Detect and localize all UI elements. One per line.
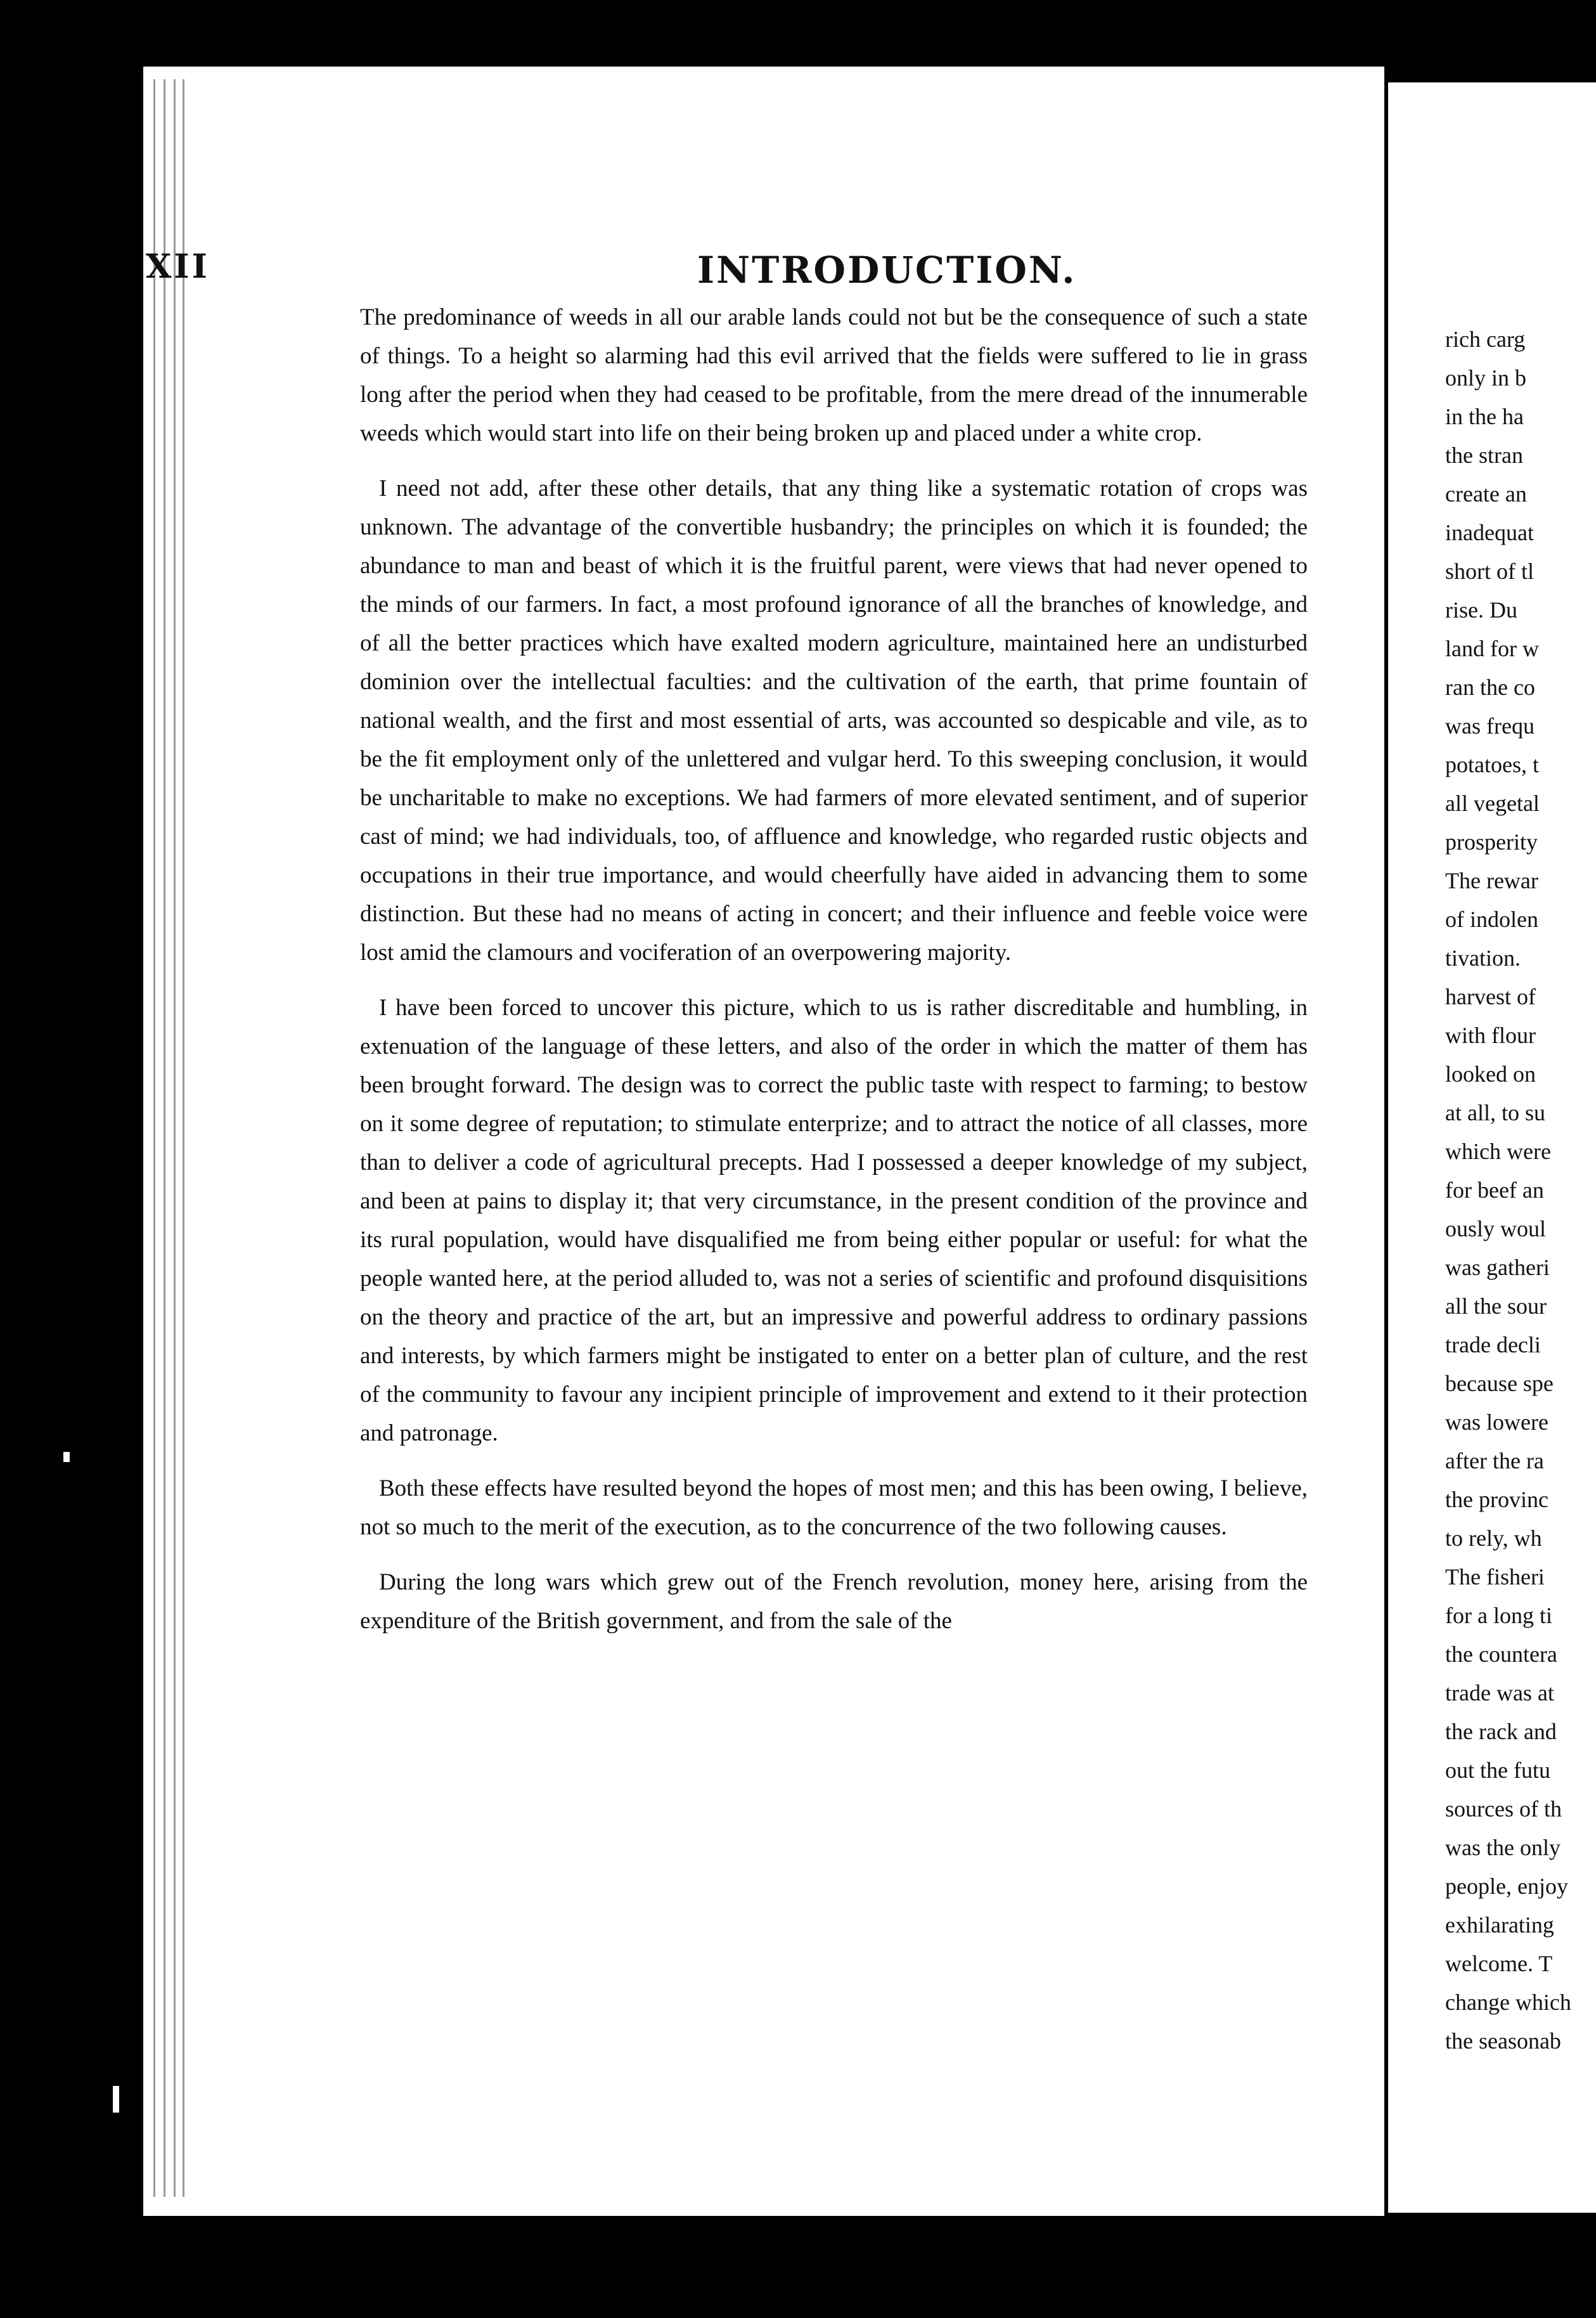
text-line-fragment: for beef an — [1445, 1177, 1544, 1203]
text-line-fragment: after the ra — [1445, 1448, 1544, 1473]
text-line-fragment: was frequ — [1445, 713, 1535, 739]
running-head: INTRODUCTION. — [697, 249, 1077, 292]
text-line-fragment: rich carg — [1445, 327, 1526, 352]
text-line-fragment: sources of th — [1445, 1796, 1562, 1822]
text-line-fragment: exhilarating — [1445, 1912, 1554, 1938]
text-line-fragment: at all, to su — [1445, 1100, 1545, 1125]
text-line-fragment: rise. Du — [1445, 597, 1517, 623]
text-line-fragment: short of tl — [1445, 559, 1534, 584]
text-line-fragment: the stran — [1445, 443, 1523, 468]
text-line-fragment: land for w — [1445, 636, 1539, 661]
paragraph: During the long wars which grew out of the French revolution, money here, arising from the expenditure of the British government, and from the sale of the — [360, 1569, 1308, 1634]
paragraph: The predominance of weeds in all our arable lands could not but be the consequence of such a state of things. To a height so alarming had this evil arrived that the fields were suffered to lie in grass long after the period when they had ceased to be profitable, from the mere dread of the innumerable weeds which would start into life on their being broken up and placed under a white crop. — [360, 304, 1308, 446]
text-line-fragment: of indolen — [1445, 907, 1538, 932]
scan-speck — [63, 1452, 70, 1462]
text-line-fragment: create an — [1445, 481, 1527, 507]
text-line-fragment: ously woul — [1445, 1216, 1547, 1241]
text-line-fragment: the provinc — [1445, 1487, 1548, 1512]
page-number: XII — [146, 247, 210, 286]
text-line-fragment: the rack and — [1445, 1719, 1557, 1744]
text-line-fragment: only in b — [1445, 365, 1527, 391]
text-line-fragment: harvest of — [1445, 984, 1536, 1009]
text-line-fragment: ran the co — [1445, 675, 1535, 700]
text-line-fragment: The fisheri — [1445, 1564, 1545, 1590]
right-page-text — [1445, 320, 1596, 2061]
paragraph: I have been forced to uncover this picture, which to us is rather discreditable and humbling, in extenuation of the language of these letters, and also of the order in which the matter of them has been brought forward. The design was to correct the public taste with respect to farming; to bestow on it some degree of reputation; to stimulate enterprize; and to attract the notice of all classes, more than to deliver a code of agricultural precepts. Had I possessed a deeper knowledge of my subject, and been at pains to display it; that very circumstance, in the present condition of the province and its rural population, would have disqualified me from being either popular or useful: for what the people wanted here, at the period alluded to, was not a series of scientific and profound disquisitions on the theory and practice of the art, but an impressive and powerful address to ordinary passions and interests, by which farmers might be instigated to enter on a better plan of culture, and the rest of the community to favour any incipient principle of improvement and extend to it their protection and patronage. — [360, 995, 1308, 1446]
page-edge-line — [153, 79, 155, 2197]
body-text — [360, 298, 1308, 1657]
text-line-fragment: out the futu — [1445, 1758, 1550, 1783]
text-line-fragment: trade was at — [1445, 1680, 1554, 1706]
text-line-fragment: which were — [1445, 1139, 1551, 1164]
scan-mark — [113, 2086, 119, 2113]
text-line-fragment: the countera — [1445, 1641, 1557, 1667]
text-line-fragment: prosperity — [1445, 829, 1538, 855]
text-line-fragment: potatoes, t — [1445, 752, 1539, 777]
text-line-fragment: welcome. T — [1445, 1951, 1553, 1976]
page-edge-line — [164, 79, 165, 2197]
text-line-fragment: was the only — [1445, 1835, 1561, 1860]
text-line-fragment: for a long ti — [1445, 1603, 1552, 1628]
text-line-fragment: the seasonab — [1445, 2028, 1561, 2054]
text-line-fragment: looked on — [1445, 1061, 1536, 1087]
page-edge-line — [183, 79, 184, 2197]
text-line-fragment: was gatheri — [1445, 1255, 1550, 1280]
text-line-fragment: was lowere — [1445, 1409, 1548, 1435]
paragraph: I need not add, after these other details, that any thing like a systematic rotation of crops was unknown. The advantage of the convertible husbandry; the principles on which it is founded; the abundance to man and beast of which it is the fruitful parent, were views that had never opened to the minds of our farmers. In fact, a most profound ignorance of all the branches of knowledge, and of all the better practices which have exalted modern agriculture, maintained here an undisturbed dominion over the intellectual faculties: and the cultivation of the earth, that prime fountain of national wealth, and the first and most essential of arts, was accounted so despicable and vile, as to be the fit employment only of the unlettered and vulgar herd. To this sweeping conclusion, it would be uncharitable to make no exceptions. We had farmers of more elevated sentiment, and of superior cast of mind; we had individuals, too, of affluence and knowledge, who regarded rustic objects and occupations in their true importance, and would cheerfully have aided in advancing them to some distinction. But these had no means of acting in concert; and their influence and feeble voice were lost amid the clamours and vociferation of an overpowering majority. — [360, 476, 1308, 966]
text-line-fragment: all the sour — [1445, 1293, 1547, 1319]
text-line-fragment: inadequat — [1445, 520, 1534, 545]
text-line-fragment: people, enjoy — [1445, 1874, 1568, 1899]
text-line-fragment: change which — [1445, 1990, 1571, 2015]
text-line-fragment: trade decli — [1445, 1332, 1541, 1357]
paragraph: Both these effects have resulted beyond the hopes of most men; and this has been owing, I believe, not so much to the merit of the execution, as to the concurrence of the two following causes. — [360, 1475, 1308, 1540]
page-edge-line — [174, 79, 176, 2197]
text-line-fragment: because spe — [1445, 1371, 1554, 1396]
text-line-fragment: to rely, wh — [1445, 1525, 1542, 1551]
text-line-fragment: in the ha — [1445, 404, 1524, 429]
text-line-fragment: with flour — [1445, 1023, 1536, 1048]
text-line-fragment: all vegetal — [1445, 791, 1540, 816]
text-line-fragment: The rewar — [1445, 868, 1538, 893]
text-line-fragment: tivation. — [1445, 945, 1521, 971]
